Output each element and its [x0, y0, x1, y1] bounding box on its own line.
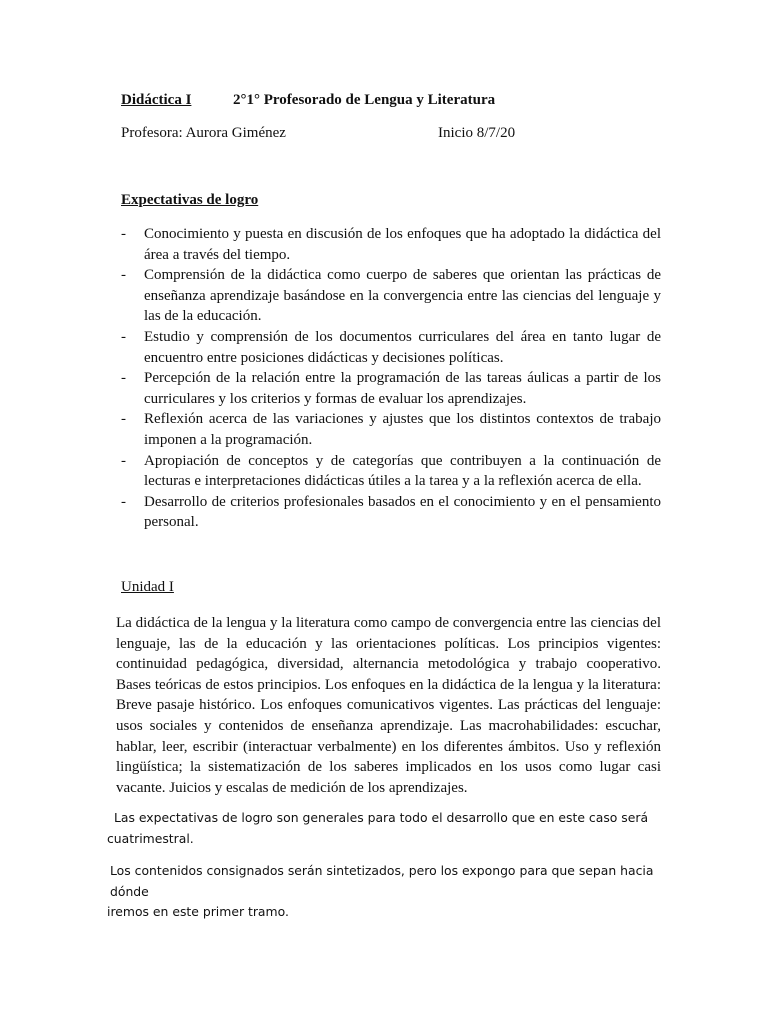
goal-text: Percepción de la relación entre la programación de las tareas áulicas a partir de los curriculares y los criterios y formas de evaluar los aprendizajes.	[144, 370, 661, 407]
goal-item	[121, 368, 661, 409]
note-line: cuatrimestral.	[107, 830, 194, 846]
bullet-dash: -	[121, 370, 126, 387]
unit-title: Unidad I	[121, 579, 174, 595]
goal-item	[121, 265, 661, 327]
goal-item	[121, 451, 661, 492]
bullet-dash: -	[121, 328, 126, 345]
goal-text: Comprensión de la didáctica como cuerpo de saberes que orientan las prácticas de enseñanza aprendizaje basándose en la convergencia entre las ciencias del lenguaje y las de la educación.	[144, 267, 661, 325]
bullet-dash: -	[121, 493, 126, 510]
bullet-dash: -	[121, 226, 126, 242]
goal-text: Conocimiento y puesta en discusión de los enfoques que ha adoptado la didáctica del área a través del tiempo.	[144, 226, 661, 263]
bullet-dash: -	[121, 411, 126, 428]
note-contents	[107, 861, 667, 923]
bullet-dash: -	[121, 452, 126, 469]
note-line: iremos en este primer tramo.	[107, 904, 289, 919]
goal-text: Desarrollo de criterios profesionales basados en el conocimiento y en el pensamiento personal.	[144, 493, 661, 531]
goal-text: Apropiación de conceptos y de categorías que contribuyen a la continuación de lecturas e interpretaciones didácticas útiles a la tarea y a la reflexión acerca de ella.	[144, 452, 661, 490]
goal-item	[121, 327, 661, 368]
goal-item	[121, 492, 661, 533]
goals-heading: Expectativas de logro	[121, 192, 259, 208]
goal-text: Reflexión acerca de las variaciones y ajustes que los distintos contextos de trabajo imponen a la programación.	[144, 411, 661, 448]
teacher-name: Profesora: Aurora Giménez	[121, 125, 286, 141]
header-line-2	[121, 125, 681, 142]
note-line: Los contenidos consignados serán sintetizados, pero los expongo para que sepan hacia dónde	[110, 863, 654, 899]
goal-text: Estudio y comprensión de los documentos curriculares del área en tanto lugar de encuentro entre posiciones didácticas y decisiones políticas.	[144, 328, 661, 366]
header-line-1	[121, 92, 496, 109]
note-line: Las expectativas de logro son generales para todo el desarrollo que en este caso será	[114, 810, 649, 825]
program-title: 2°1° Profesorado de Lengua y Literatura	[233, 92, 496, 108]
start-date: Inicio 8/7/20	[438, 125, 516, 141]
note-expectations	[107, 808, 667, 849]
goals-list	[121, 224, 661, 533]
bullet-dash: -	[121, 267, 126, 284]
goal-item	[121, 409, 661, 450]
goal-item	[121, 224, 661, 265]
course-title: Didáctica I	[121, 92, 192, 108]
unit-body: La didáctica de la lengua y la literatura como campo de convergencia entre las ciencias del lenguaje, las de la educación y las orientaciones políticas. Los principios vigentes: continuidad pedagógica, diversidad, alternancia metodológica y trabajo cooperativo. Bases teóricas de estos principios. Los enfoques en la didáctica de la lengua y la literatura: Breve pasaje histórico. Los enfoques comunicativos vigentes. Las prácticas del lenguaje: usos sociales y contenidos de enseñanza aprendizaje. Las macrohabilidades: escuchar, hablar, leer, escribir (interactuar verbalmente) en los diferentes ámbitos. Uso y reflexión lingüística; la sistematización de los saberes implicados en los usos como lugar casi vacante. Juicios y escalas de medición de los aprendizajes.	[116, 615, 661, 796]
